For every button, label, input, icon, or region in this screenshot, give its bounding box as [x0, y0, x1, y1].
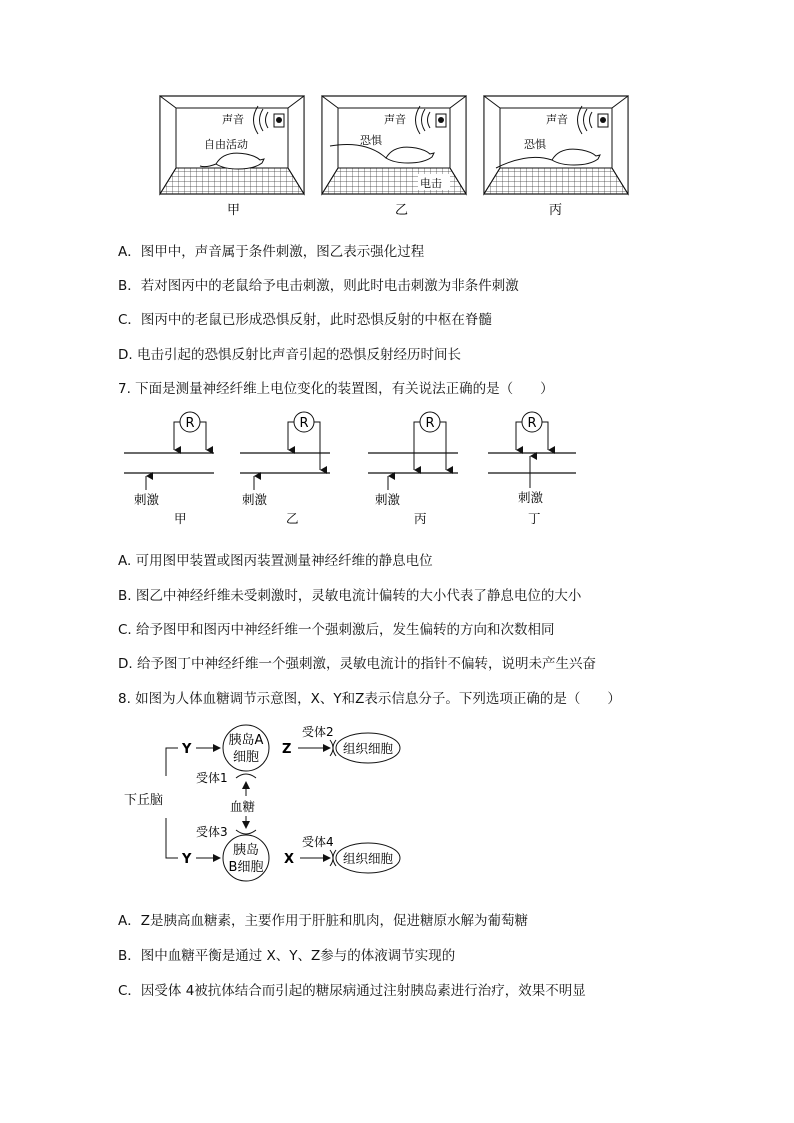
galvanometer-symbol: R	[527, 416, 537, 431]
y-bottom-label: Y	[182, 852, 192, 867]
state-label: 恐惧	[524, 138, 546, 151]
state-label: 恐惧	[360, 134, 382, 147]
panel-label: 甲	[227, 203, 241, 218]
box-panel-jia	[160, 96, 304, 194]
panel-label: 甲	[174, 511, 187, 526]
fear-conditioning-figure	[155, 94, 635, 222]
device-jia	[124, 412, 214, 526]
box-panel-yi	[322, 96, 466, 194]
panel-label: 乙	[395, 203, 409, 218]
box-panel-bing	[484, 96, 628, 194]
option-d: D. 给予图丁中神经纤维一个强刺激，灵敏电流计的指针不偏转，说明未产生兴奋	[118, 656, 596, 672]
stimulus-label: 刺激	[375, 492, 401, 507]
galvanometer-symbol: R	[299, 416, 309, 431]
question-8-stem: 8. 如图为人体血糖调节示意图，X、Y和Z表示信息分子。下列选项正确的是（ ）	[118, 691, 621, 707]
receptor-3-label: 受体3	[196, 825, 228, 839]
stimulus-label: 刺激	[134, 492, 160, 507]
receptor-2-label: 受体2	[302, 725, 334, 739]
device-bing	[368, 412, 458, 526]
option-c: C. 给予图甲和图丙中神经纤维一个强刺激后，发生偏转的方向和次数相同	[118, 622, 555, 638]
shock-label: 电击	[420, 177, 442, 190]
stimulus-label: 刺激	[518, 490, 544, 505]
option-b: B. 图乙中神经纤维未受刺激时，灵敏电流计偏转的大小代表了静息电位的大小	[118, 588, 582, 604]
cell-a-label: 胰岛A	[228, 733, 264, 748]
sound-label: 声音	[546, 113, 568, 126]
device-yi	[240, 412, 330, 526]
receptor-4-label: 受体4	[302, 835, 334, 849]
question-7-stem: 7. 下面是测量神经纤维上电位变化的装置图，有关说法正确的是（ ）	[118, 381, 554, 397]
option-d: D. 电击引起的恐惧反射比声音引起的恐惧反射经历时间长	[118, 347, 461, 363]
receptor-1-label: 受体1	[196, 771, 228, 785]
cell-a-label: 细胞	[232, 750, 260, 765]
state-label: 自由活动	[204, 138, 248, 151]
cell-b-label: B细胞	[228, 860, 264, 875]
sound-label: 声音	[384, 113, 406, 126]
option-a: A．Z是胰高血糖素，主要作用于肝脏和肌肉，促进糖原水解为葡萄糖	[118, 913, 528, 929]
z-label: Z	[282, 742, 292, 757]
panel-label: 丁	[528, 511, 541, 526]
option-a: A．图甲中，声音属于条件刺激，图乙表示强化过程	[118, 244, 425, 260]
cell-b-label: 胰岛	[232, 843, 260, 858]
y-top-label: Y	[182, 742, 192, 757]
sound-label: 声音	[222, 113, 244, 126]
x-label: X	[284, 852, 295, 867]
panel-label: 乙	[286, 511, 299, 526]
device-ding	[488, 412, 576, 526]
option-a: A. 可用图甲装置或图丙装置测量神经纤维的静息电位	[118, 553, 433, 569]
panel-label: 丙	[549, 203, 563, 218]
blood-sugar-label: 血糖	[230, 799, 256, 814]
stimulus-label: 刺激	[242, 492, 268, 507]
tissue-cell-label: 组织细胞	[342, 741, 394, 756]
hypothalamus-label: 下丘脑	[124, 793, 164, 808]
panel-label: 丙	[414, 511, 427, 526]
option-b: B．图中血糖平衡是通过 X、Y、Z参与的体液调节实现的	[118, 948, 456, 964]
galvanometer-symbol: R	[185, 416, 195, 431]
option-b: B．若对图丙中的老鼠给予电击刺激，则此时电击刺激为非条件刺激	[118, 278, 519, 294]
option-c: C．因受体 4被抗体结合而引起的糖尿病通过注射胰岛素进行治疗，效果不明显	[118, 983, 586, 999]
nerve-fiber-figure	[118, 408, 598, 530]
galvanometer-symbol: R	[425, 416, 435, 431]
option-c: C．图丙中的老鼠已形成恐惧反射，此时恐惧反射的中枢在脊髓	[118, 312, 492, 328]
blood-glucose-diagram	[118, 718, 418, 886]
tissue-cell-label: 组织细胞	[342, 851, 394, 866]
